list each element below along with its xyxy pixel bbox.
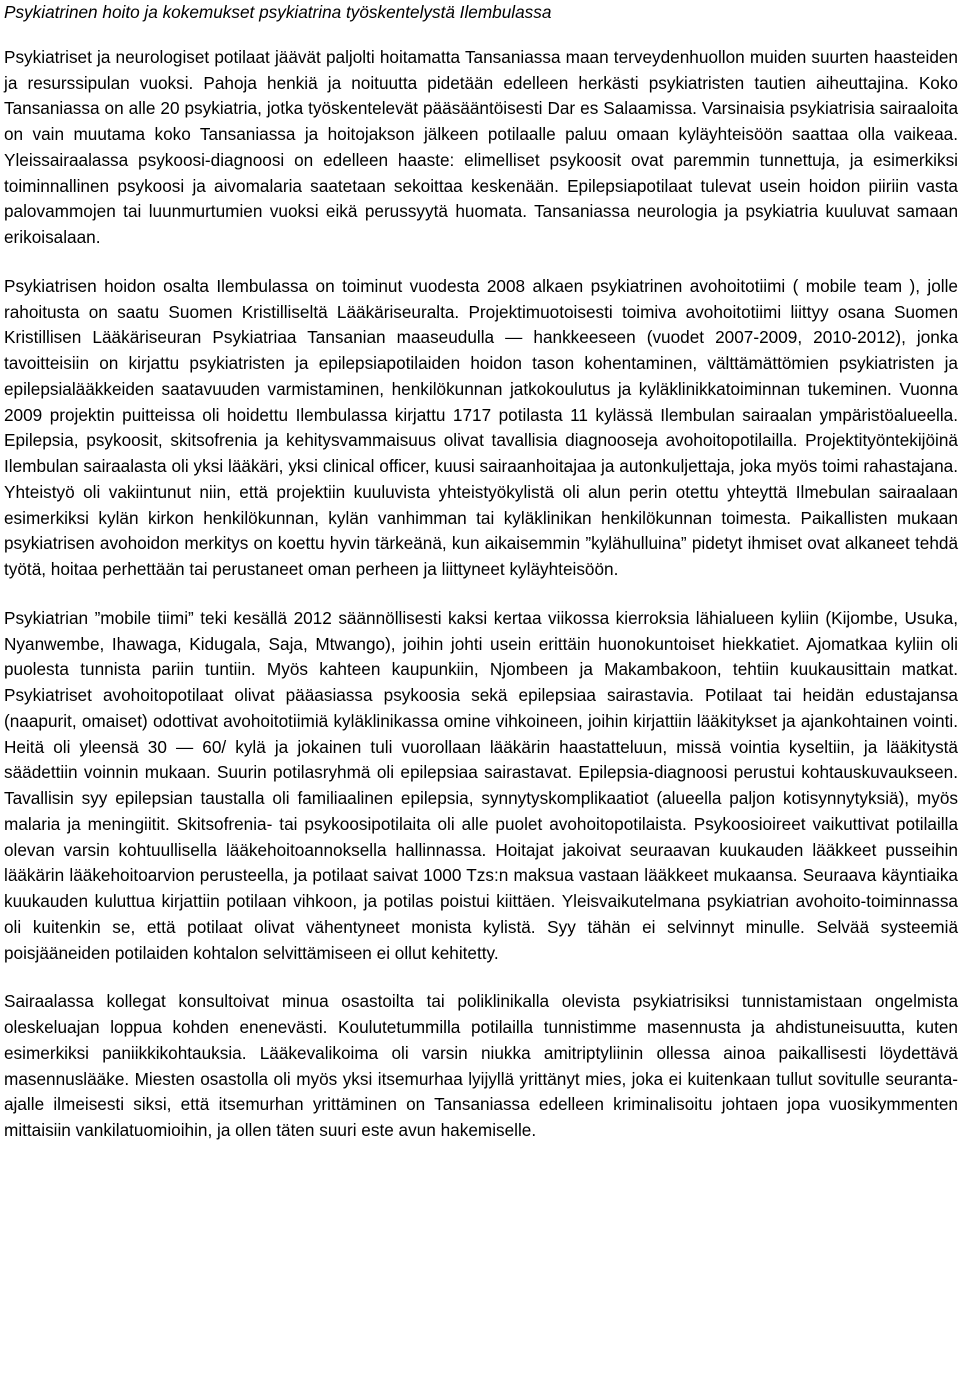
spacer (4, 26, 958, 45)
spacer (4, 966, 958, 989)
paragraph-3: Psykiatrian ”mobile tiimi” teki kesällä 2012 säännöllisesti kaksi kertaa viikossa kierroksia lähialueen kyliin (Kijombe, Usuka, Nyanwembe, Ihawaga, Kidugala, Saja, Mtwango), joihin johti usein erittäin huonokuntoiset hiekkatiet. Ajomatkaa kyliin oli puolesta tunnista pariin tuntiin. Myös kahteen kaupunkiin, Njombeen ja Makambakoon, tehtiin kuukausittain matkat. Psykiatriset avohoitopotilaat olivat pääasiassa psykoosia sekä epilepsiaa sairastavia. Potilaat tai heidän edustajansa (naapurit, omaiset) odottivat avohoitotiimiä kyläklinikassa omine vihkoineen, joihin kirjattiin lääkitykset ja ajankohtainen vointi. Heitä oli yleensä 30 — 60/ kylä ja jokainen tuli vuorollaan lääkärin haastatteluun, missä vointia kyseltiin, ja lääkitystä säädettiin voinnin mukaan. Suurin potilasryhmä oli epilepsiaa sairastavat. Epilepsia-diagnoosi perustui kohtauskuvaukseen. Tavallisin syy epilepsian taustalla oli familiaalinen epilepsia, synnytyskomplikaatiot (alueella paljon kotisynnytyksiä), myös malaria ja meningiitit. Skitsofrenia- tai psykoosipotilaita oli alle puolet avohoitopotilaista. Psykoosioireet vaikuttivat potilailla olevan varsin kohtuullisella lääkehoitoannoksella hallinnassa. Hoitajat jakoivat seuraavan kuukauden lääkkeet pusseihin lääkärin lääkehoitoarvion perusteella, ja potilaat saivat 1000 Tzs:n maksua vastaan lääkkeet mukaansa. Seuraava käyntiaika kuukauden kuluttua kirjattiin potilaan vihkoon, ja potilas poistui kiittäen. Yleisvaikutelmana psykiatrian avohoito-toiminnassa oli kuitenkin se, että potilaat olivat vähentyneet monista kylistä. Syy tähän ei selvinnyt minulle. Selvää systeemiä poisjääneiden potilaiden kohtalon selvittämiseen ei ollut kehitetty. (4, 607, 958, 963)
paragraph-1: Psykiatriset ja neurologiset potilaat jäävät paljolti hoitamatta Tansaniassa maan terveydenhuollon muiden suurten haasteiden ja resurssipulan vuoksi. Pahoja henkiä ja noituutta pidetään edelleen herkästi psykiatristen tautien aiheuttajina. Koko Tansaniassa on alle 20 psykiatria, jotka työskentelevät pääsääntöisesti Dar es Salaamissa. Varsinaisia psykiatrisia sairaaloita on vain muutama koko Tansaniassa ja hoitojakson jälkeen potilaalle paluu omaan kyläyhteisöön saattaa olla vaikeaa. Yleissairaalassa psykoosi-diagnoosi on edelleen haaste: elimelliset psykoosit ovat paremmin tunnettuja, ja esimerkiksi toiminnallinen psykoosi ja aivomalaria saatetaan sekoittaa keskenään. Epilepsiapotilaat tulevat usein hoidon piiriin vasta palovammojen tai luunmurtumien vuoksi eikä perussyytä huomata. Tansaniassa neurologia ja psykiatria kuuluvat samaan erikoisalaan. (4, 46, 958, 247)
page-title: Psykiatrinen hoito ja kokemukset psykiatrina työskentelystä Ilembulassa (4, 2, 552, 22)
spacer (4, 583, 958, 606)
paragraph-4: Sairaalassa kollegat konsultoivat minua osastoilta tai poliklinikalla olevista psykiatrisiksi tunnistamistaan ongelmista oleskeluajan loppua kohden enenevästi. Koulutetummilla potilailla tunnistimme masennusta ja ahdistuneisuutta, kuten esimerkiksi paniikkikohtauksia. Lääkevalikoima oli varsin niukka amitriptyliinin ollessa ainoa paikallisesti löydettävä masennuslääke. Miesten osastolla oli myös yksi itsemurhaa lyijyllä yrittänyt mies, joka ei kuitenkaan tullut sovitulle seuranta-ajalle ilmeisesti siksi, että itsemurhan yrittäminen on Tansaniassa edelleen kriminalisoitu johtaen jopa vuosikymmenten mittaisiin vankilatuomioihin, ja ollen täten suuri este avun hakemiselle. (4, 991, 958, 1140)
spacer (4, 251, 958, 274)
paragraph-2: Psykiatrisen hoidon osalta Ilembulassa on toiminut vuodesta 2008 alkaen psykiatrinen avohoitotiimi ( mobile team ), jolle rahoitusta on saatu Suomen Kristilliseltä Lääkäriseuralta. Projektimuotoisesti toimiva avohoitotiimi liittyy osana Suomen Kristillisen Lääkäriseuran Psykiatriaa Tansanian maaseudulla — hankkeeseen (vuodet 2007-2009, 2010-2012), jonka tavoitteisiin on kirjattu psykiatristen ja epilepsiapotilaiden hoidon tason kohentaminen, välttämättömien psykiatristen ja epilepsialääkkeiden saatavuuden varmistaminen, henkilökunnan jatkokoulutus ja kyläklinikkatoiminnan tukeminen. Vuonna 2009 projektin puitteissa oli hoidettu Ilembulassa kirjattu 1717 potilasta 11 kylässä Ilembulan sairaalan ympäristöalueella. Epilepsia, psykoosit, skitsofrenia ja kehitysvammaisuus olivat tavallisia diagnooseja avohoitopotilailla. Projektityöntekijöinä Ilembulan sairaalasta oli yksi lääkäri, yksi clinical officer, kuusi sairaanhoitajaa ja autonkuljettaja, joka myös toimi rahastajana. Yhteistyö oli vakiintunut niin, että projektiin kuuluvista yhteistyökylistä oli alun perin otettu yhteyttä Ilmebulan sairaalaan esimerkiksi kylän kirkon henkilökunnan, kylän vanhimman tai kyläklinikan henkilökunnan toimesta. Paikallisten mukaan psykiatrisen avohoidon merkitys on koettu hyvin tärkeänä, kun aikaisemmin ”kylähulluina” pidetyt ihmiset ovat alkaneet tehdä työtä, hoitaa perhettään tai perustaneet oman perheen ja liittyneet kyläyhteisöön. (4, 275, 958, 579)
